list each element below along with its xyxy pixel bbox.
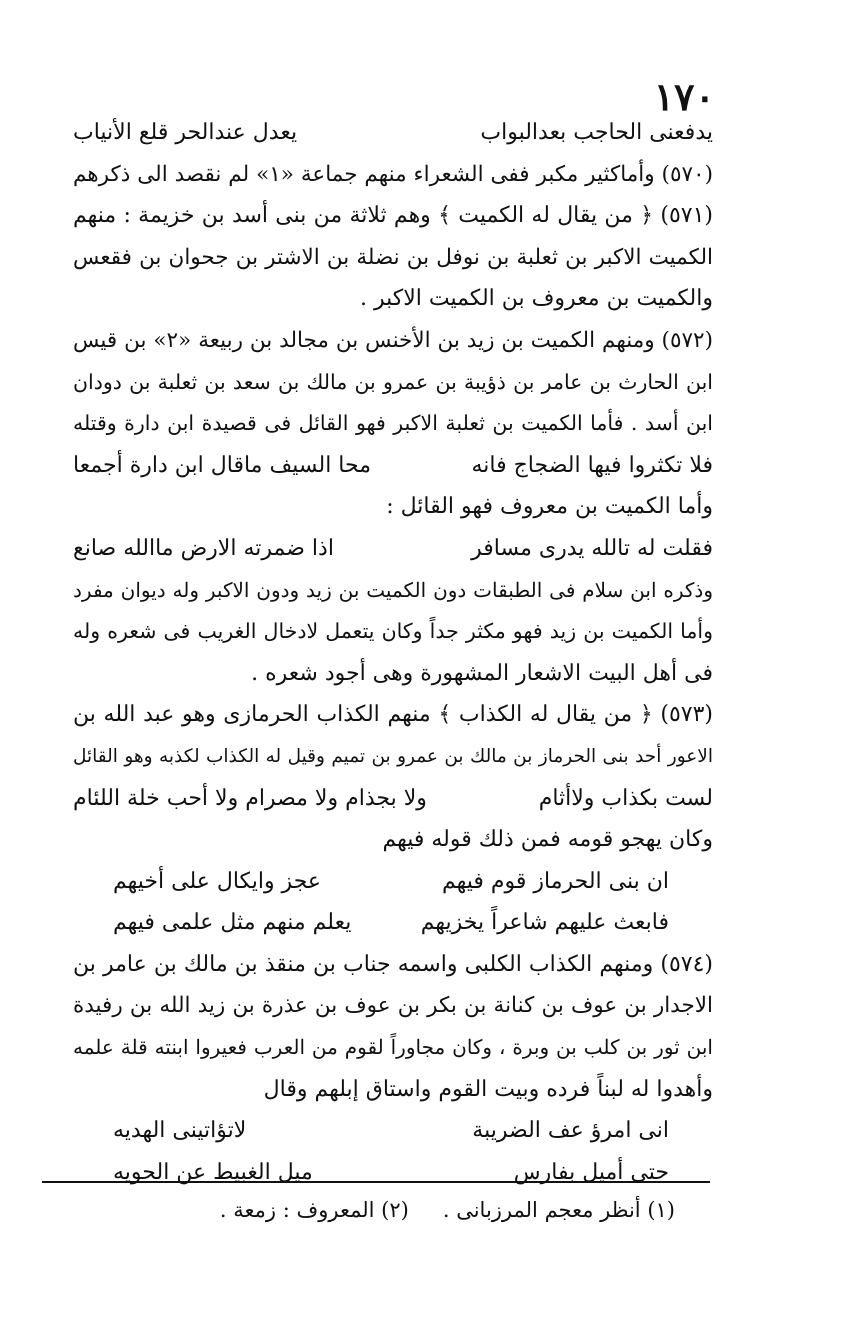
text-line: (٥٧٠) وأماكثير مكبر ففى الشعراء منهم جماعة «١» لم نقصد الى ذكرهم: [73, 161, 713, 187]
verse-second-hemistich: يعدل عندالحر قلع الأنياب: [73, 120, 298, 145]
verse-second-hemistich: اذا ضمرته الارض ماالله صانع: [73, 535, 334, 561]
verse-first-hemistich: ان بنى الحرماز قوم فيهم: [441, 868, 669, 894]
text-line: فى أهل البيت الاشعار المشهورة وهى أجود شعره .: [251, 660, 713, 686]
footnotes: [220, 1190, 675, 1230]
footnote-2: (٢) المعروف : زمعة .: [219, 1198, 409, 1222]
verse-second-hemistich: ولا بجذام ولا مصرام ولا أحب خلة اللئام: [73, 785, 427, 811]
verse-second-hemistich: يعلم منهم مثل علمى فيهم: [113, 910, 352, 936]
text-line: (٥٧٤) ومنهم الكذاب الكلبى واسمه جناب بن منقذ بن مالك بن عامر بن: [73, 951, 713, 977]
verse-line: [73, 861, 713, 903]
verse-first-hemistich: انى امرؤ عف الضريبة: [472, 1118, 669, 1144]
verse-first-hemistich: فلا تكثروا فيها الضجاج فانه: [471, 452, 713, 478]
text-line: والكميت بن معروف بن الكميت الاكبر .: [359, 286, 713, 312]
text-line: وأما الكميت بن زيد فهو مكثر جداً وكان يتعمل لادخال الغريب فى شعره وله: [73, 619, 713, 644]
verse-first-hemistich: حتى أميل بفارس: [513, 1159, 669, 1185]
verse-first-hemistich: فابعث عليهم شاعراً يخزيهم: [420, 910, 669, 936]
verse-line: [73, 902, 713, 944]
text-line: وأما الكميت بن معروف فهو القائل :: [386, 494, 713, 520]
text-line: ابن أسد . فأما الكميت بن ثعلبة الاكبر فهو القائل فى قصيدة ابن دارة وقتله: [73, 411, 713, 436]
text-line: الاجدار بن عوف بن كنانة بن بكر بن عوف بن عذرة بن زيد الله بن رفيدة: [73, 993, 713, 1019]
text-line: وأهدوا له لبناً فرده وبيت القوم واستاق إبلهم وقال: [263, 1076, 713, 1102]
verse-line: [73, 445, 713, 487]
text-line: (٥٧٣) ﴿ من يقال له الكذاب ﴾ منهم الكذاب الحرمازى وهو عبد الله بن: [73, 702, 713, 728]
footnote-1: (١) أنظر معجم المرزبانى .: [442, 1198, 675, 1222]
verse-second-hemistich: ميل الغبيط عن الحويه: [113, 1159, 313, 1185]
text-line: (٥٧٢) ومنهم الكميت بن زيد بن الأخنس بن مجالد بن ربيعة «٢» بن قيس: [73, 327, 713, 353]
main-text: [73, 112, 713, 1193]
verse-first-hemistich: لست بكذاب ولاأثام: [538, 785, 713, 811]
footnote-separator: [42, 1181, 710, 1183]
text-line: ابن الحارث بن عامر بن ذؤيبة بن عمرو بن مالك بن سعد بن ثعلبة بن دودان: [73, 369, 713, 394]
verse-second-hemistich: لاتؤاتينى الهديه: [113, 1118, 247, 1144]
verse-first-hemistich: فقلت له تالله يدرى مسافر: [471, 535, 713, 561]
verse-line: [73, 778, 713, 820]
verse-line: [73, 528, 713, 570]
verse-line: [73, 1152, 713, 1194]
text-line: الاعور أحد بنى الحرماز بن مالك بن عمرو بن تميم وقيل له الكذاب لكذبه وهو القائل: [73, 745, 713, 767]
text-line: وكان يهجو قومه فمن ذلك قوله فيهم: [382, 827, 713, 853]
text-line: الكميت الاكبر بن ثعلبة بن نوفل بن نضلة بن الاشتر بن جحوان بن فقعس: [73, 244, 713, 270]
text-line: ابن ثور بن كلب بن وبرة ، وكان مجاوراً لقوم من العرب فعيروا ابنته قلة علمه: [73, 1035, 713, 1060]
verse-line: [73, 112, 713, 154]
verse-second-hemistich: محا السيف ماقال ابن دارة أجمعا: [73, 452, 371, 478]
text-line: وذكره ابن سلام فى الطبقات دون الكميت بن زيد ودون الاكبر وله ديوان مفرد: [73, 577, 713, 602]
verse-first-hemistich: يدفعنى الحاجب بعدالبواب: [480, 120, 713, 145]
verse-line: [73, 1110, 713, 1152]
verse-second-hemistich: عجز وايكال على أخيهم: [113, 868, 322, 894]
text-line: (٥٧١) ﴿ من يقال له الكميت ﴾ وهم ثلاثة من بنى أسد بن خزيمة : منهم: [73, 203, 713, 229]
page-number: ١٧٠: [653, 74, 715, 119]
